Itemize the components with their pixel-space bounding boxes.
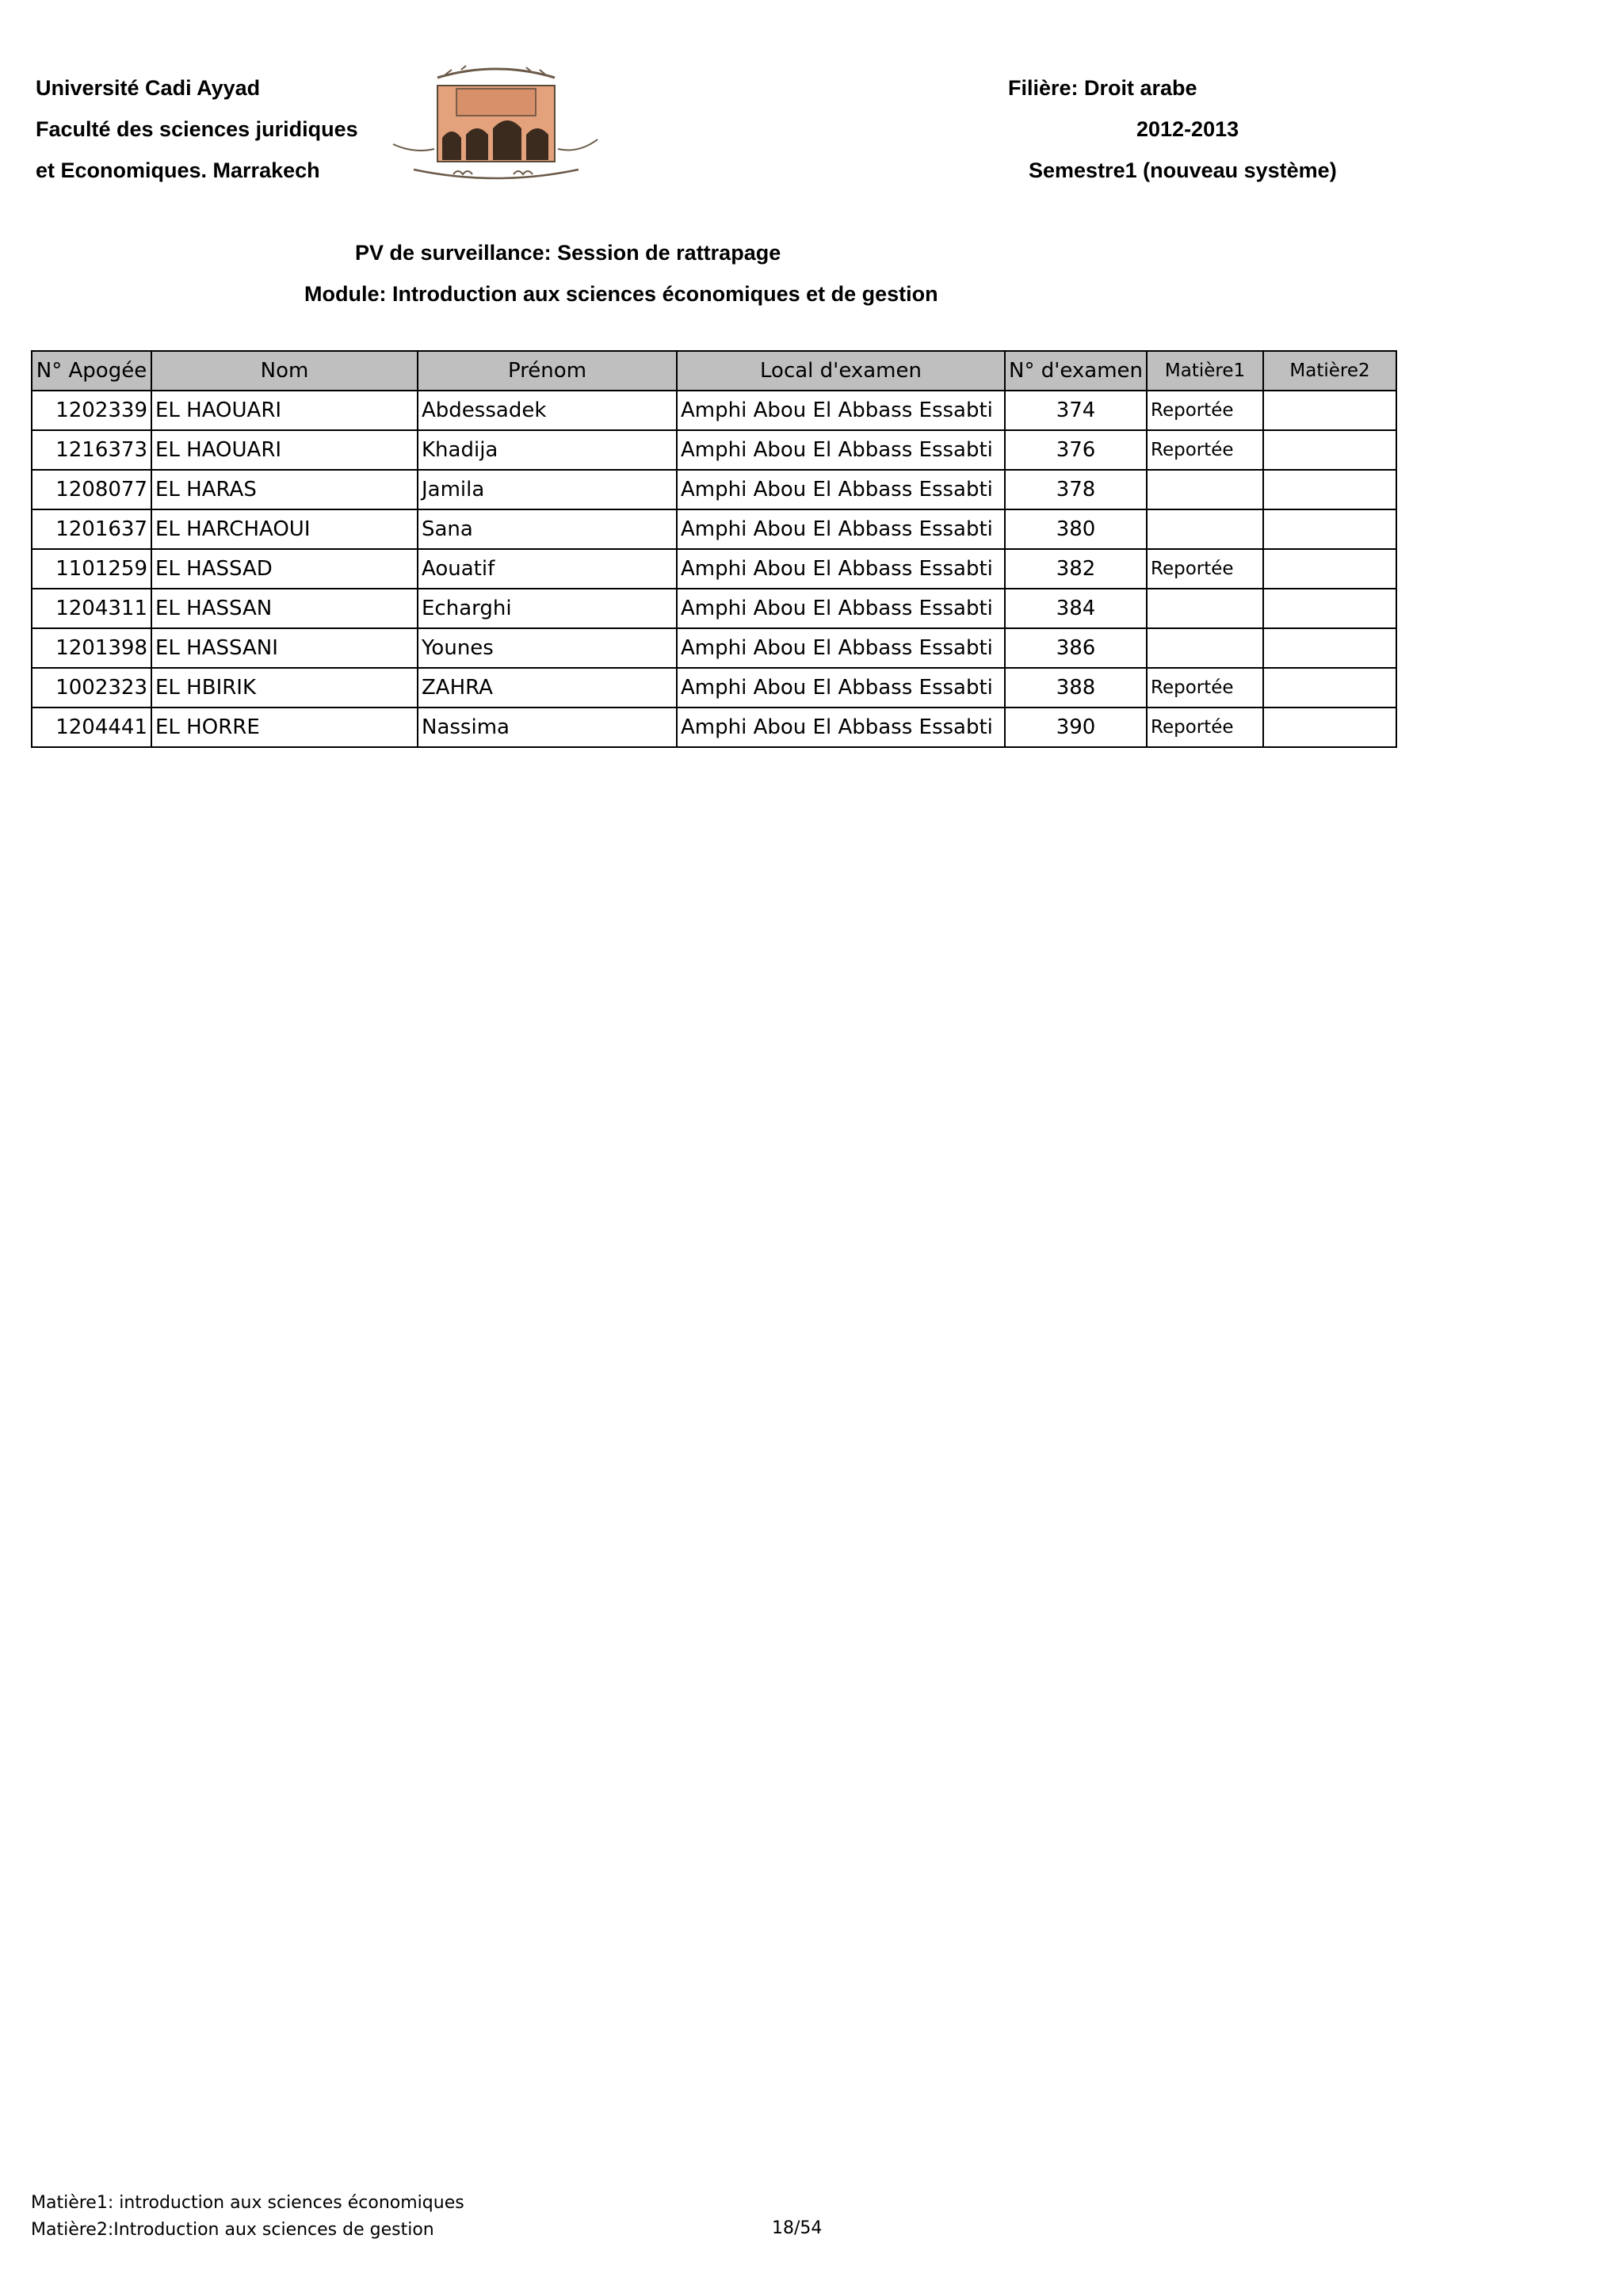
footer-matiere1-note: Matière1: introduction aux sciences économiques: [31, 2193, 464, 2213]
table-row: [32, 707, 1396, 747]
cell-local: Amphi Abou El Abbass Essabti: [677, 589, 1005, 628]
cell-local: Amphi Abou El Abbass Essabti: [677, 707, 1005, 747]
cell-prenom: Younes: [418, 628, 677, 668]
cell-num-examen: 380: [1005, 509, 1147, 549]
cell-local: Amphi Abou El Abbass Essabti: [677, 668, 1005, 707]
cell-matiere1: Reportée: [1147, 549, 1263, 589]
cell-num-examen: 374: [1005, 391, 1147, 430]
table-row: [32, 549, 1396, 589]
table-row: [32, 589, 1396, 628]
cell-nom: EL HBIRIK: [151, 668, 418, 707]
cell-nom: EL HASSAN: [151, 589, 418, 628]
cell-local: Amphi Abou El Abbass Essabti: [677, 430, 1005, 470]
cell-prenom: Aouatif: [418, 549, 677, 589]
cell-matiere2: [1263, 549, 1396, 589]
cell-prenom: Nassima: [418, 707, 677, 747]
cell-nom: EL HASSANI: [151, 628, 418, 668]
cell-prenom: Echarghi: [418, 589, 677, 628]
cell-nom: EL HAOUARI: [151, 391, 418, 430]
cell-local: Amphi Abou El Abbass Essabti: [677, 509, 1005, 549]
cell-matiere1: Reportée: [1147, 430, 1263, 470]
col-local: Local d'examen: [677, 351, 1005, 391]
cell-matiere1: [1147, 509, 1263, 549]
cell-num-examen: 386: [1005, 628, 1147, 668]
table-row: [32, 470, 1396, 509]
cell-apogee: 1204311: [32, 589, 151, 628]
cell-num-examen: 384: [1005, 589, 1147, 628]
cell-local: Amphi Abou El Abbass Essabti: [677, 470, 1005, 509]
cell-apogee: 1204441: [32, 707, 151, 747]
cell-num-examen: 382: [1005, 549, 1147, 589]
cell-matiere2: [1263, 668, 1396, 707]
cell-prenom: Abdessadek: [418, 391, 677, 430]
cell-matiere2: [1263, 628, 1396, 668]
cell-nom: EL HORRE: [151, 707, 418, 747]
table-header-row: [32, 351, 1396, 391]
col-matiere1: Matière1: [1147, 351, 1263, 391]
pv-title: PV de surveillance: Session de rattrapage: [355, 241, 781, 265]
university-gate-logo: [390, 62, 602, 189]
cell-local: Amphi Abou El Abbass Essabti: [677, 391, 1005, 430]
cell-matiere1: [1147, 589, 1263, 628]
table-row: [32, 668, 1396, 707]
cell-nom: EL HAOUARI: [151, 430, 418, 470]
col-nom: Nom: [151, 351, 418, 391]
semester-label: Semestre1 (nouveau système): [1029, 158, 1337, 182]
cell-nom: EL HARCHAOUI: [151, 509, 418, 549]
table-row: [32, 430, 1396, 470]
faculty-name-line2: et Economiques. Marrakech: [36, 158, 320, 182]
cell-matiere1: Reportée: [1147, 707, 1263, 747]
cell-local: Amphi Abou El Abbass Essabti: [677, 549, 1005, 589]
university-name: Université Cadi Ayyad: [36, 76, 261, 100]
cell-apogee: 1216373: [32, 430, 151, 470]
cell-matiere2: [1263, 391, 1396, 430]
cell-num-examen: 376: [1005, 430, 1147, 470]
cell-apogee: 1208077: [32, 470, 151, 509]
col-num-examen: N° d'examen: [1005, 351, 1147, 391]
page-number: 18/54: [772, 2218, 823, 2238]
cell-nom: EL HARAS: [151, 470, 418, 509]
cell-matiere2: [1263, 509, 1396, 549]
academic-year: 2012-2013: [1136, 117, 1239, 141]
cell-apogee: 1201637: [32, 509, 151, 549]
cell-prenom: ZAHRA: [418, 668, 677, 707]
cell-num-examen: 388: [1005, 668, 1147, 707]
cell-nom: EL HASSAD: [151, 549, 418, 589]
cell-local: Amphi Abou El Abbass Essabti: [677, 628, 1005, 668]
col-apogee: N° Apogée: [32, 351, 151, 391]
footer-matiere2-note: Matière2:Introduction aux sciences de gestion: [31, 2220, 434, 2240]
module-title: Module: Introduction aux sciences économiques et de gestion: [304, 282, 938, 306]
cell-matiere2: [1263, 470, 1396, 509]
cell-matiere2: [1263, 707, 1396, 747]
cell-prenom: Khadija: [418, 430, 677, 470]
table-row: [32, 509, 1396, 549]
col-matiere2: Matière2: [1263, 351, 1396, 391]
cell-apogee: 1002323: [32, 668, 151, 707]
cell-matiere1: [1147, 628, 1263, 668]
cell-prenom: Jamila: [418, 470, 677, 509]
cell-prenom: Sana: [418, 509, 677, 549]
cell-apogee: 1201398: [32, 628, 151, 668]
students-table: [31, 350, 1397, 748]
filiere-label: Filière: Droit arabe: [1008, 76, 1197, 100]
cell-matiere2: [1263, 589, 1396, 628]
cell-matiere1: Reportée: [1147, 668, 1263, 707]
col-prenom: Prénom: [418, 351, 677, 391]
cell-apogee: 1101259: [32, 549, 151, 589]
cell-num-examen: 390: [1005, 707, 1147, 747]
cell-num-examen: 378: [1005, 470, 1147, 509]
cell-matiere1: [1147, 470, 1263, 509]
cell-matiere1: Reportée: [1147, 391, 1263, 430]
cell-matiere2: [1263, 430, 1396, 470]
table-row: [32, 391, 1396, 430]
faculty-name-line1: Faculté des sciences juridiques: [36, 117, 358, 141]
cell-apogee: 1202339: [32, 391, 151, 430]
table-row: [32, 628, 1396, 668]
